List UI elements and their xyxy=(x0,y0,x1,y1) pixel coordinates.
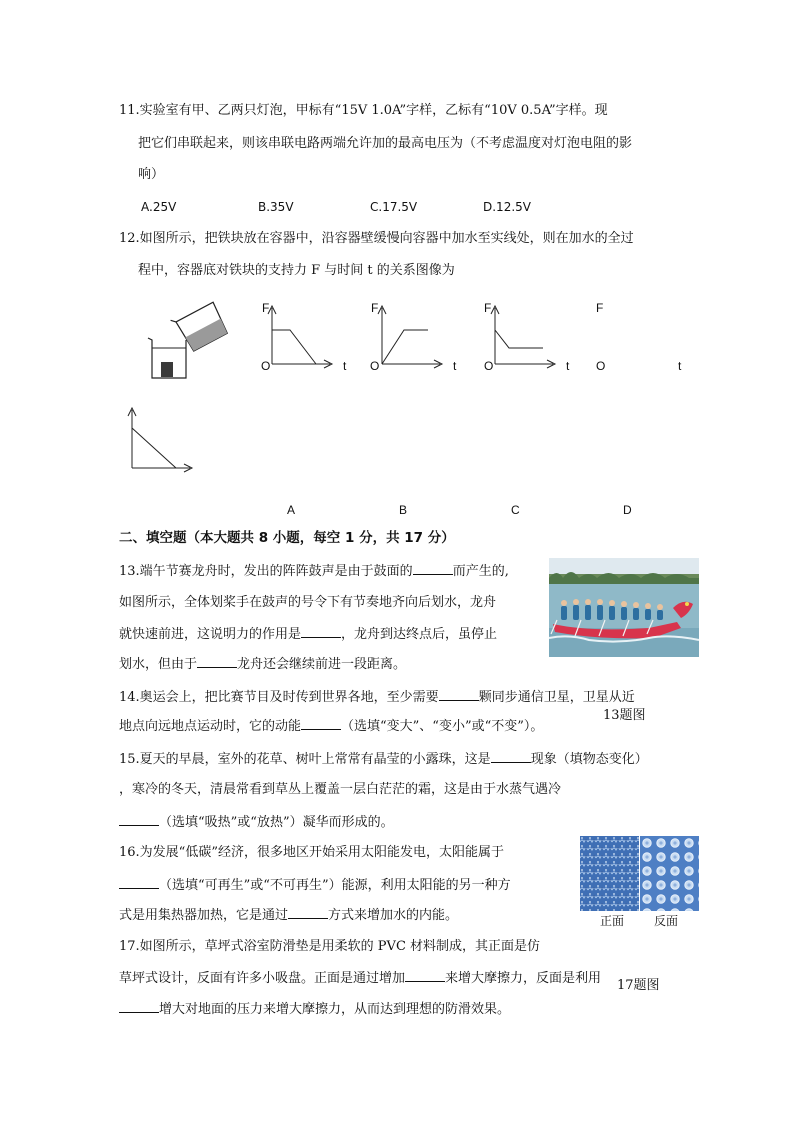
q13-line4 xyxy=(119,657,406,671)
q11-option-d: D.12.5V xyxy=(483,200,531,214)
q16-line3-text: 式是用集热器加热，它是通过 xyxy=(119,908,289,923)
graph-d-f-label: F xyxy=(596,301,604,315)
graph-c-t-label: t xyxy=(566,359,570,373)
q11-line3: 响） xyxy=(138,167,165,182)
graph-d xyxy=(122,400,212,475)
option-letter-d: D xyxy=(623,503,632,517)
graph-a xyxy=(262,300,352,375)
q13-line3-tail: ，龙舟到达终点后，虽停止 xyxy=(341,627,498,642)
q16-line3 xyxy=(119,908,458,922)
q11-option-b: B.35V xyxy=(258,200,294,214)
graph-a-origin-label: O xyxy=(261,359,271,373)
q12-line2: 程中，容器底对铁块的支持力 F 与时间 t 的关系图像为 xyxy=(138,263,455,278)
mat-front-label: 正面 xyxy=(600,914,625,928)
option-letter-b: B xyxy=(399,503,408,517)
q15-line1-tail: 现象（填物态变化） xyxy=(530,752,648,767)
blank xyxy=(301,627,341,638)
dragon-boat-photo xyxy=(549,558,699,657)
q14-line1-text: 14.奥运会上，把比赛节目及时传到世界各地，至少需要 xyxy=(119,690,439,705)
q11-option-a: A.25V xyxy=(141,200,177,214)
blank xyxy=(288,908,328,919)
q11-line2: 把它们串联起来，则该串联电路两端允许加的最高电压为（不考虑温度对灯泡电阻的影 xyxy=(138,136,633,151)
q15-line3-text: （选填“吸热”或“放热”）凝华而形成的。 xyxy=(159,815,394,830)
blank xyxy=(491,752,531,763)
graph-d-t-label: t xyxy=(678,359,682,373)
q17-line3 xyxy=(119,1002,510,1016)
graph-b xyxy=(372,300,462,375)
q13-line4-tail: 龙舟还会继续前进一段距离。 xyxy=(237,657,407,672)
mat-front-photo xyxy=(580,836,639,911)
section-heading: 二、填空题（本大题共 8 小题，每空 1 分，共 17 分） xyxy=(119,530,455,546)
q12-line1: 12.如图所示，把铁块放在容器中，沿容器壁缓慢向容器中加水至实线处，则在加水的全过 xyxy=(119,231,634,246)
blank xyxy=(439,690,479,701)
q16-line2-text: （选填“可再生”或“不可再生”）能源，利用太阳能的另一种方 xyxy=(159,878,511,893)
q13-figure-caption: 13题图 xyxy=(603,708,646,723)
graph-c xyxy=(485,300,575,375)
q14-line2 xyxy=(119,719,543,733)
q11-line1: 11.实验室有甲、乙两只灯泡，甲标有“15V 1.0A”字样，乙标有“10V 0.5A”字样。现 xyxy=(119,103,608,118)
graph-c-origin-label: O xyxy=(484,359,494,373)
q14-line2-text: 地点向远地点运动时，它的动能 xyxy=(119,719,302,734)
blank xyxy=(119,878,159,889)
q16-line2 xyxy=(119,878,511,892)
q16-line3-tail: 方式来增加水的内能。 xyxy=(328,908,459,923)
blank xyxy=(405,971,445,982)
q16-line1: 16.为发展“低碳”经济，很多地区开始采用太阳能发电，太阳能属于 xyxy=(119,845,504,860)
q17-line2-text: 草坪式设计，反面有许多小吸盘。正面是通过增加 xyxy=(119,971,406,986)
q17-line3-text: 增大对地面的压力来增大摩擦力，从而达到理想的防滑效果。 xyxy=(159,1002,511,1017)
q17-figure-caption: 17题图 xyxy=(617,978,660,993)
graph-a-t-label: t xyxy=(343,359,347,373)
graph-b-f-label: F xyxy=(371,301,379,315)
q13-line3-text: 就快速前进，这说明力的作用是 xyxy=(119,627,302,642)
q14-line1 xyxy=(119,690,635,704)
q15-line1-text: 15.夏天的早晨，室外的花草、树叶上常常有晶莹的小露珠，这是 xyxy=(119,752,491,767)
blank xyxy=(301,719,341,730)
q13-line3 xyxy=(119,627,497,641)
option-letter-c: C xyxy=(511,503,520,517)
q15-line3 xyxy=(119,815,394,829)
mat-back-photo xyxy=(640,836,699,911)
graph-b-origin-label: O xyxy=(370,359,380,373)
q17-line2-tail: 来增大摩擦力，反面是利用 xyxy=(445,971,602,986)
blank xyxy=(197,657,237,668)
q17-line1: 17.如图所示，草坪式浴室防滑垫是用柔软的 PVC 材料制成，其正面是仿 xyxy=(119,939,541,954)
graph-a-f-label: F xyxy=(262,301,270,315)
q13-line1-text: 13.端午节赛龙舟时，发出的阵阵鼓声是由于鼓面的 xyxy=(119,564,413,579)
q13-line1-tail: 而产生的, xyxy=(452,564,509,579)
mat-back-label: 反面 xyxy=(654,914,679,928)
blank xyxy=(119,815,159,826)
graph-d-origin-label: O xyxy=(596,359,606,373)
q11-option-c: C.17.5V xyxy=(370,200,418,214)
q14-line2-tail: （选填“变大”、“变小”或“不变”）。 xyxy=(341,719,544,734)
q17-line2 xyxy=(119,971,601,985)
beaker-illustration xyxy=(140,302,230,382)
q13-line2: 如图所示，全体划桨手在鼓声的号令下有节奏地齐向后划水，龙舟 xyxy=(119,595,497,610)
graph-b-t-label: t xyxy=(453,359,457,373)
q13-line1 xyxy=(119,564,509,578)
blank xyxy=(119,1002,159,1013)
q13-line4-text: 划水，但由于 xyxy=(119,657,198,672)
q15-line2: ，寒冷的冬天，清晨常看到草丛上覆盖一层白茫茫的霜，这是由于水蒸气遇冷 xyxy=(119,782,562,797)
option-letter-a: A xyxy=(287,503,296,517)
q15-line1 xyxy=(119,752,648,766)
graph-c-f-label: F xyxy=(484,301,492,315)
q14-line1-tail: 颗同步通信卫星，卫星从近 xyxy=(478,690,635,705)
blank xyxy=(413,564,453,575)
